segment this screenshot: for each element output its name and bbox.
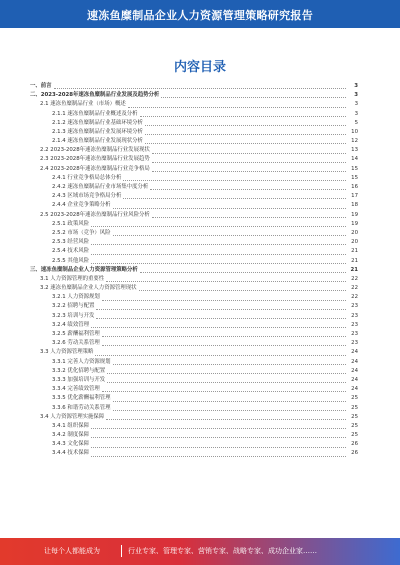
toc-entry-page: 26	[351, 450, 358, 457]
toc-entry-label: 3.3.3 加强培训与开发	[52, 376, 106, 383]
toc-entry-page: 10	[351, 128, 358, 135]
toc-entry-label: 2.1.4 速冻鱼糜制品行业发展现状分析	[52, 138, 143, 145]
toc-leader-dots	[91, 436, 346, 438]
toc-leader-dots	[150, 188, 346, 190]
toc-entry-label: 3.4.2 制度保障	[52, 432, 89, 439]
toc-entry-page: 22	[351, 294, 358, 301]
toc-entry-label: 3.4.1 组织保障	[52, 422, 89, 429]
toc-entry-page: 23	[351, 303, 358, 310]
toc-leader-dots	[113, 400, 346, 402]
toc-entry-label: 3.2.4 绩效管理	[52, 321, 89, 328]
toc-entry-label: 2.4.1 行业竞争格局总体分析	[52, 174, 122, 181]
toc-entry-label: 3.3.5 优化薪酬福利管理	[52, 395, 111, 402]
toc-leader-dots	[95, 354, 346, 356]
toc-entry[interactable]	[30, 192, 358, 201]
toc-entry-label: 3.4.3 文化保障	[52, 441, 89, 448]
toc-entry[interactable]	[30, 275, 358, 284]
toc-entry-page: 24	[351, 358, 358, 365]
toc-entry-page: 22	[351, 275, 358, 282]
toc-leader-dots	[107, 381, 346, 383]
toc-entry-page: 25	[351, 395, 358, 402]
toc-entry-label: 2.5.4 技术风险	[52, 248, 89, 255]
toc-entry-label: 2.1.2 速冻鱼糜制品行业基础环境分析	[52, 119, 143, 126]
toc-leader-dots	[91, 253, 346, 255]
toc-leader-dots	[145, 124, 346, 126]
toc-entry[interactable]	[30, 394, 358, 403]
toc-entry-page: 23	[351, 321, 358, 328]
toc-entry-label: 3.3.4 完善绩效管理	[52, 386, 100, 393]
report-title: 速冻鱼糜制品企业人力资源管理策略研究报告	[87, 9, 313, 22]
toc-entry[interactable]	[30, 339, 358, 348]
toc-leader-dots	[91, 243, 346, 245]
toc-entry-page: 3	[354, 82, 358, 89]
toc-entry-page: 15	[351, 165, 358, 172]
toc-entry-page: 19	[351, 220, 358, 227]
toc-entry-page: 26	[351, 441, 358, 448]
toc-leader-dots	[161, 96, 346, 98]
toc-entry-label: 2.3 2023-2028年速冻鱼糜制品行业发展趋势	[40, 156, 150, 163]
toc-leader-dots	[152, 152, 346, 154]
toc-entry[interactable]	[30, 422, 358, 431]
toc-entry[interactable]	[30, 385, 358, 394]
toc-entry[interactable]	[30, 266, 358, 275]
toc-entry-label: 3.2.5 薪酬福利管理	[52, 331, 100, 338]
toc-entry-page: 22	[351, 285, 358, 292]
toc-entry-page: 3	[354, 110, 358, 117]
toc-entry-label: 2.5.2 市场（竞争）风险	[52, 229, 111, 236]
toc-entry-label: 3.2.1 人力资源规划	[52, 294, 100, 301]
toc-entry-page: 17	[351, 193, 358, 200]
toc-entry-page: 21	[351, 257, 358, 264]
toc-entry-page: 13	[351, 147, 358, 154]
toc-entry-label: 2.1 速冻鱼糜制品行业（市场）概述	[40, 101, 126, 108]
toc-leader-dots	[113, 409, 346, 411]
toc-leader-dots	[123, 179, 346, 181]
toc-entry[interactable]	[30, 293, 358, 302]
toc-leader-dots	[91, 427, 346, 429]
toc-entry-page: 25	[351, 404, 358, 411]
toc-entry[interactable]	[30, 119, 358, 128]
toc-leader-dots	[123, 197, 346, 199]
toc-entry[interactable]	[30, 367, 358, 376]
toc-leader-dots	[91, 446, 346, 448]
toc-leader-dots	[91, 225, 346, 227]
toc-leader-dots	[152, 216, 346, 218]
toc-leader-dots	[91, 455, 346, 457]
toc-entry-page: 24	[351, 376, 358, 383]
toc-entry[interactable]	[30, 165, 358, 174]
toc-entry-page: 23	[351, 312, 358, 319]
toc-entry-label: 3.4 人力资源管理实施保障	[40, 413, 105, 420]
toc-entry-page: 16	[351, 184, 358, 191]
toc-entry-label: 3.3.1 完善人力资源规划	[52, 358, 111, 365]
toc-entry[interactable]	[30, 330, 358, 339]
toc-leader-dots	[128, 106, 346, 108]
toc-entry-page: 14	[351, 156, 358, 163]
toc-leader-dots	[91, 326, 346, 328]
toc-entry[interactable]	[30, 110, 358, 119]
toc-entry[interactable]	[30, 201, 358, 210]
footer-banner	[0, 538, 400, 565]
toc-entry-label: 3.2 速冻鱼糜制品企业人力资源管理现状	[40, 285, 137, 292]
toc-entry-label: 2.4.2 速冻鱼糜制品行业市场集中度分析	[52, 184, 149, 191]
toc-entry[interactable]	[30, 413, 358, 422]
toc-entry-page: 21	[350, 266, 358, 273]
toc-entry-label: 3.2.6 劳动关系管理	[52, 340, 100, 347]
toc-entry-page: 18	[351, 202, 358, 209]
toc-entry[interactable]	[30, 303, 358, 312]
toc-entry-page: 3	[354, 92, 358, 99]
toc-leader-dots	[140, 271, 346, 273]
footer-slogan-left: 让每个人都能成为	[44, 547, 100, 555]
toc-entry-page: 20	[351, 229, 358, 236]
toc-entry-page: 25	[351, 422, 358, 429]
toc-entry[interactable]	[30, 450, 358, 459]
toc-heading: 内容目录	[173, 60, 226, 75]
toc-entry-label: 2.4.4 企业竞争策略分析	[52, 202, 111, 209]
toc-entry[interactable]	[30, 128, 358, 137]
toc-entry-label: 2.4 2023-2028年速冻鱼糜制品行业竞争格局	[40, 165, 150, 172]
toc-entry[interactable]	[30, 137, 358, 146]
toc-entry-label: 3.3.6 和谐劳动关系管理	[52, 404, 111, 411]
toc-leader-dots	[102, 344, 346, 346]
toc-leader-dots	[54, 87, 346, 89]
toc-entry-label: 3.4.4 技术保障	[52, 450, 89, 457]
footer-slogan-right: 行业专家、管理专家、营销专家、战略专家、成功企业家……	[128, 547, 317, 555]
toc-entry-page: 20	[351, 239, 358, 246]
toc-entry-label: 3.3.2 优化招聘与配置	[52, 367, 106, 374]
toc-entry[interactable]	[30, 183, 358, 192]
toc-leader-dots	[145, 133, 346, 135]
toc-entry[interactable]	[30, 91, 358, 100]
toc-entry[interactable]	[30, 100, 358, 109]
toc-entry-page: 25	[351, 413, 358, 420]
toc-entry-page: 24	[351, 367, 358, 374]
toc-entry[interactable]	[30, 211, 358, 220]
toc-entry[interactable]	[30, 358, 358, 367]
toc-entry[interactable]	[30, 376, 358, 385]
toc-leader-dots	[102, 335, 346, 337]
toc-entry[interactable]	[30, 229, 358, 238]
toc-entry-label: 2.2 2023-2028年速冻鱼糜制品行业发展现状	[40, 147, 150, 154]
header-bar	[0, 0, 400, 28]
toc-entry[interactable]	[30, 284, 358, 293]
toc-entry-label: 一、前言	[30, 82, 52, 89]
toc-entry-page: 3	[354, 101, 358, 108]
toc-entry[interactable]	[30, 348, 358, 357]
toc-entry-page: 5	[354, 119, 358, 126]
toc-entry-label: 3.2.2 招聘与配置	[52, 303, 95, 310]
toc-leader-dots	[96, 308, 346, 310]
toc-entry-label: 三、速冻鱼糜制品企业人力资源管理策略分析	[30, 266, 138, 273]
toc-leader-dots	[113, 363, 346, 365]
toc-entry[interactable]	[30, 174, 358, 183]
toc-entry[interactable]	[30, 257, 358, 266]
toc-entry[interactable]	[30, 247, 358, 256]
toc-leader-dots	[106, 418, 346, 420]
toc-leader-dots	[102, 299, 346, 301]
toc-entry-page: 21	[351, 248, 358, 255]
toc-entry[interactable]	[30, 82, 358, 91]
toc-entry-page: 24	[351, 386, 358, 393]
toc-entry-label: 2.5.5 其他风险	[52, 257, 89, 264]
toc-leader-dots	[152, 161, 346, 163]
toc-entry-page: 12	[351, 138, 358, 145]
toc-entry-page: 23	[351, 340, 358, 347]
toc-entry-page: 19	[351, 211, 358, 218]
toc-entry-label: 2.1.3 速冻鱼糜制品行业发展环境分析	[52, 128, 143, 135]
toc-entry-label: 3.2.3 培训与开发	[52, 312, 95, 319]
toc-entry[interactable]	[30, 321, 358, 330]
toc-leader-dots	[152, 170, 346, 172]
table-of-contents	[30, 82, 358, 459]
footer-divider	[121, 545, 122, 557]
toc-entry-label: 2.4.3 区域市场竞争格局分析	[52, 193, 122, 200]
toc-entry[interactable]	[30, 431, 358, 440]
toc-entry-label: 3.3 人力资源管理策略	[40, 349, 94, 356]
toc-entry-page: 23	[351, 331, 358, 338]
toc-entry-label: 二、2023-2028年速冻鱼糜制品行业发展及趋势分析	[30, 92, 160, 99]
toc-entry-page: 25	[351, 432, 358, 439]
toc-leader-dots	[140, 115, 346, 117]
toc-leader-dots	[113, 207, 346, 209]
toc-entry[interactable]	[30, 312, 358, 321]
toc-leader-dots	[91, 262, 346, 264]
toc-leader-dots	[96, 317, 346, 319]
toc-entry-page: 15	[351, 174, 358, 181]
toc-entry-label: 2.5.1 政策风险	[52, 220, 89, 227]
toc-leader-dots	[145, 142, 346, 144]
toc-entry-label: 3.1 人力资源管理的重要性	[40, 275, 105, 282]
toc-entry[interactable]	[30, 404, 358, 413]
toc-entry[interactable]	[30, 440, 358, 449]
toc-entry[interactable]	[30, 156, 358, 165]
toc-leader-dots	[113, 234, 346, 236]
toc-entry[interactable]	[30, 146, 358, 155]
toc-entry-label: 2.1.1 速冻鱼糜制品行业概述及分析	[52, 110, 138, 117]
toc-entry-label: 2.5.3 经营风险	[52, 239, 89, 246]
toc-leader-dots	[102, 390, 346, 392]
toc-entry-page: 24	[351, 349, 358, 356]
toc-entry[interactable]	[30, 238, 358, 247]
toc-leader-dots	[107, 372, 346, 374]
toc-leader-dots	[139, 289, 346, 291]
toc-entry[interactable]	[30, 220, 358, 229]
toc-entry-label: 2.5 2023-2028年速冻鱼糜制品行业风险分析	[40, 211, 150, 218]
toc-leader-dots	[106, 280, 346, 282]
